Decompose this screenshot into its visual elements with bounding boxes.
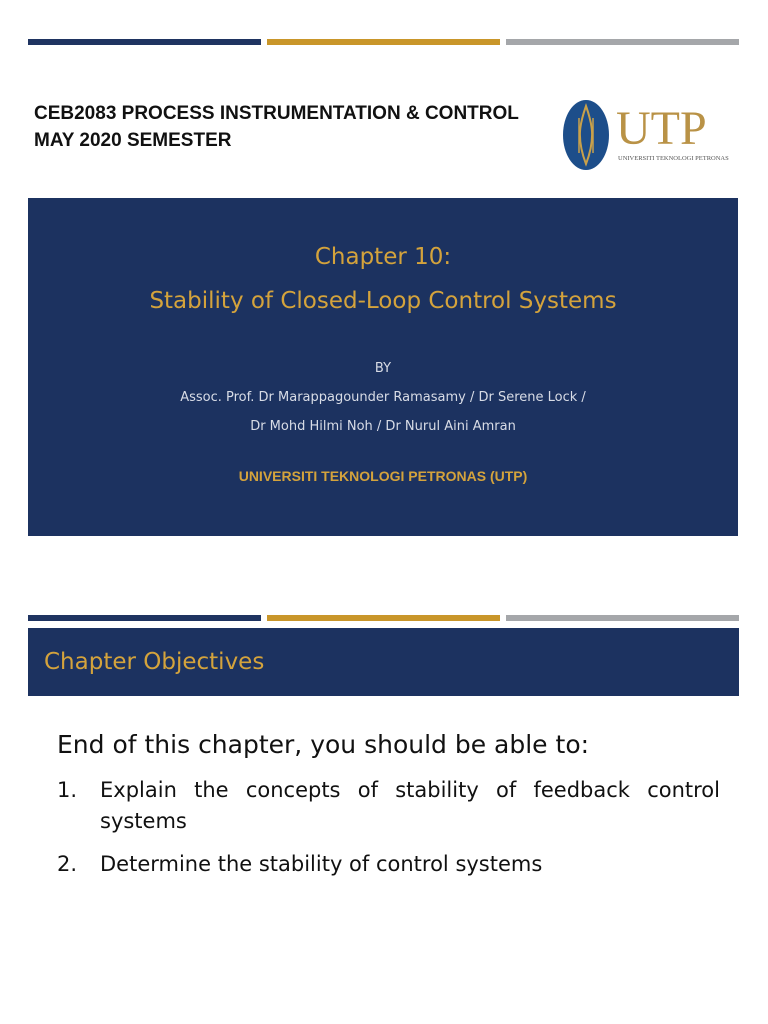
title-panel: [28, 198, 738, 536]
accent-bar-gold: [267, 615, 500, 621]
accent-bar-navy: [28, 615, 261, 621]
course-title: CEB2083 PROCESS INSTRUMENTATION & CONTROL: [34, 103, 519, 124]
objectives-title-panel: [28, 628, 739, 696]
accent-bar-gold: [267, 39, 500, 45]
by-label: BY: [374, 361, 392, 376]
objective-text: Explain the concepts of stability of feedback control systems: [100, 778, 720, 833]
utp-logo: [562, 98, 732, 174]
objective-text: Determine the stability of control systems: [100, 852, 543, 876]
objectives-title: Chapter Objectives: [44, 649, 265, 675]
objective-number: 1.: [57, 778, 78, 802]
course-header: [34, 100, 519, 154]
objectives-intro: End of this chapter, you should be able to:: [57, 730, 590, 759]
objective-number: 2.: [57, 852, 78, 876]
accent-bar-gray: [506, 615, 739, 621]
chapter-title: Stability of Closed-Loop Control Systems: [149, 288, 617, 314]
chapter-number: Chapter 10:: [314, 244, 452, 270]
authors-line-2: Dr Mohd Hilmi Noh / Dr Nurul Aini Amran: [250, 419, 516, 434]
accent-bar-gray: [506, 39, 739, 45]
svg-text:UNIVERSITI TEKNOLOGI PETRONAS: UNIVERSITI TEKNOLOGI PETRONAS: [618, 155, 729, 162]
semester: MAY 2020 SEMESTER: [34, 130, 232, 151]
authors-line-1: Assoc. Prof. Dr Marappagounder Ramasamy / Dr Serene Lock /: [180, 390, 586, 405]
accent-bar-navy: [28, 39, 261, 45]
university-name: UNIVERSITI TEKNOLOGI PETRONAS (UTP): [238, 468, 528, 484]
svg-text:UTP: UTP: [616, 102, 707, 155]
